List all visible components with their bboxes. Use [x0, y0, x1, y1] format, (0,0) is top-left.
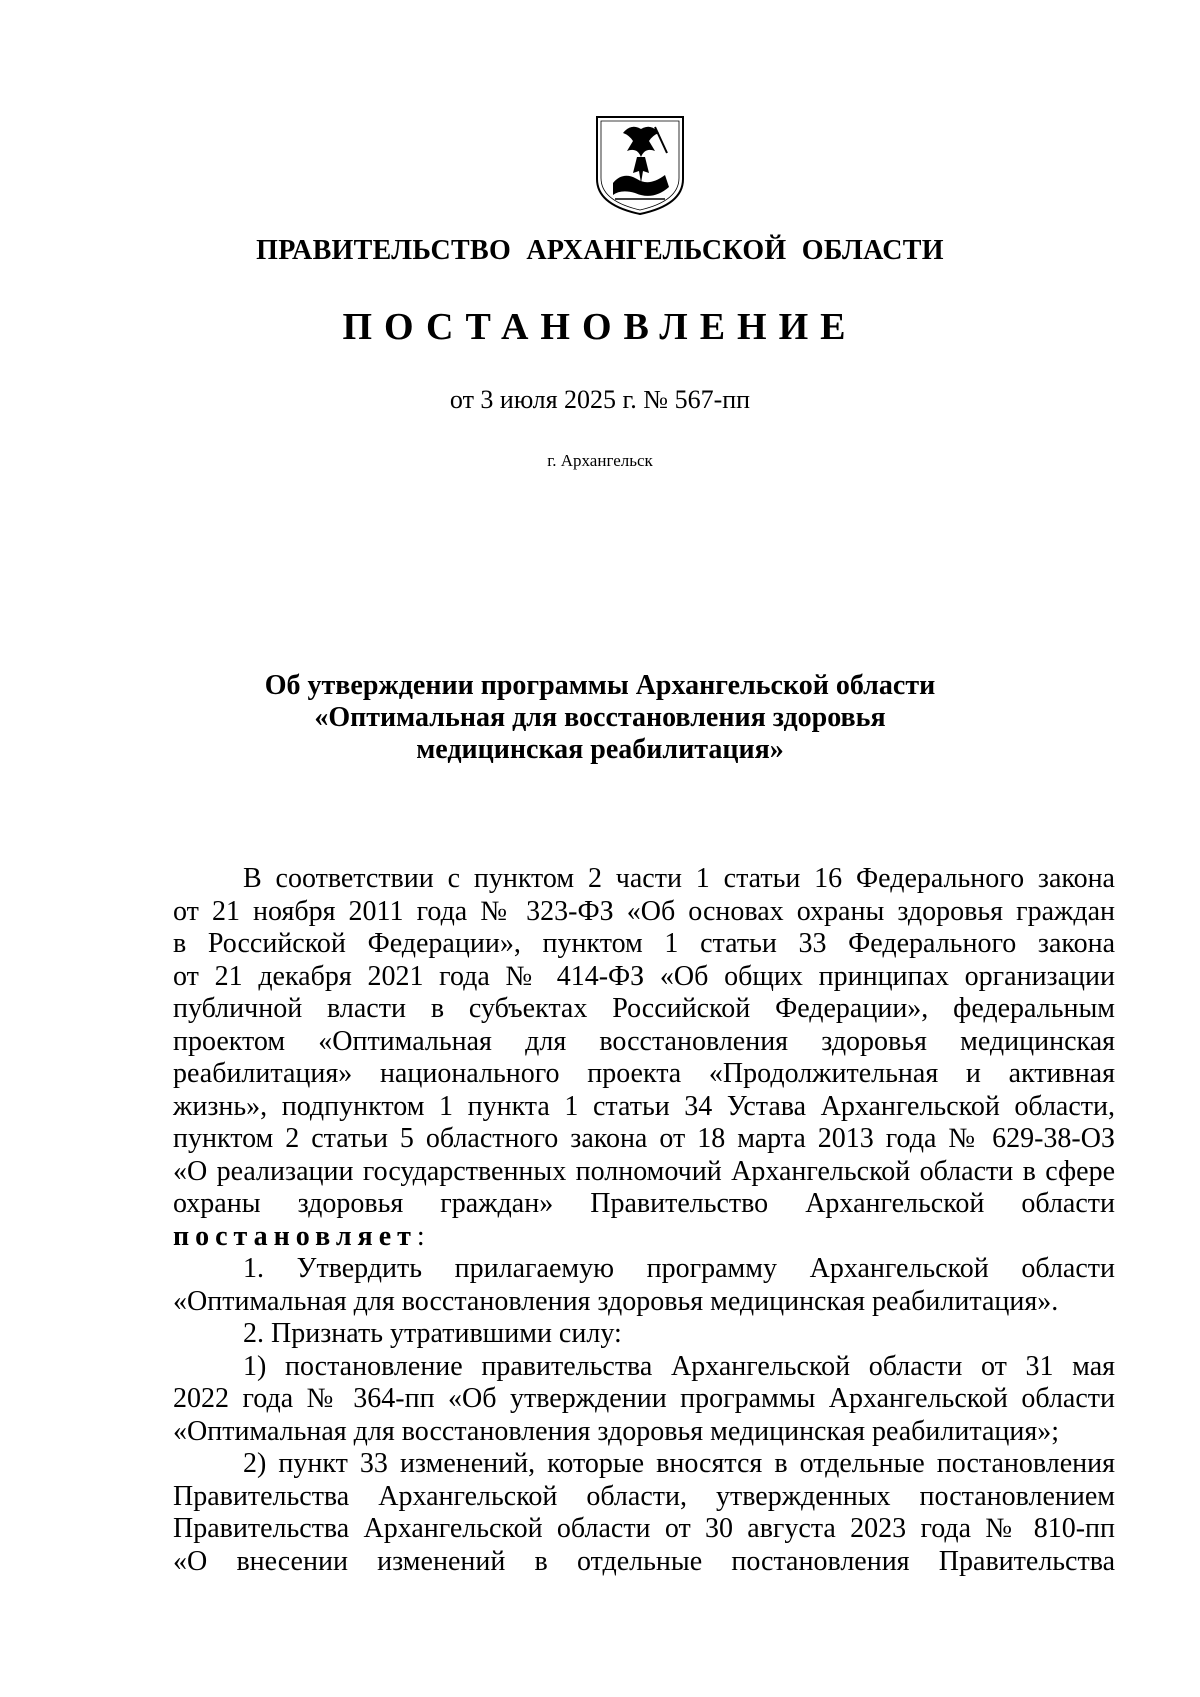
resolves-colon: : [416, 1220, 425, 1252]
body-line: реабилитация» национального проекта «Продолжительная и активная [173, 1058, 1115, 1089]
government-title: ПРАВИТЕЛЬСТВО АРХАНГЕЛЬСКОЙ ОБЛАСТИ [256, 235, 944, 266]
body-line: 2. Признать утратившими силу: [243, 1318, 622, 1349]
body-line: 1) постановление правительства Архангельской области от 31 мая [243, 1350, 1115, 1382]
coat-of-arms-icon [593, 113, 687, 217]
document-body [173, 863, 1115, 1578]
document-date-number: от 3 июля 2025 г. № 567-пп [449, 385, 751, 414]
body-line: 1. Утвердить прилагаемую программу Архангельской области [243, 1253, 1115, 1284]
body-line: пунктом 2 статьи 5 областного закона от 18 марта 2013 года № 629-38-ОЗ [173, 1123, 1115, 1154]
subject-line: Об утверждении программы Архангельской области [264, 670, 936, 701]
body-line: «О внесении изменений в отдельные постановления Правительства [173, 1545, 1115, 1577]
body-line: проектом «Оптимальная для восстановления здоровья медицинская [173, 1025, 1115, 1057]
body-line: «Оптимальная для восстановления здоровья медицинская реабилитация»; [173, 1415, 1059, 1447]
body-line: от 21 ноября 2011 года № 323-ФЗ «Об основах охраны здоровья граждан [173, 895, 1115, 927]
coat-of-arms-emblem [593, 113, 687, 217]
subject-line: медицинская реабилитация» [416, 734, 784, 765]
resolves-word: постановляет [173, 1220, 417, 1252]
body-line: Правительства Архангельской области, утвержденных постановлением [173, 1480, 1115, 1512]
document-subject [0, 670, 1200, 766]
body-line: жизнь», подпунктом 1 пункта 1 статьи 34 Устава Архангельской области, [173, 1090, 1115, 1122]
body-line: В соответствии с пунктом 2 части 1 статьи 16 Федерального закона [243, 863, 1115, 894]
document-type: ПОСТАНОВЛЕНИЕ [342, 306, 858, 348]
body-line: «Оптимальная для восстановления здоровья медицинская реабилитация». [173, 1285, 1059, 1317]
body-line-resolution [173, 1221, 1115, 1254]
body-line: Правительства Архангельской области от 30 августа 2023 года № 810-пп [173, 1513, 1115, 1544]
body-line: 2) пункт 33 изменений, которые вносятся в отдельные постановления [243, 1448, 1115, 1479]
body-line: 2022 года № 364-пп «Об утверждении программы Архангельской области [173, 1383, 1115, 1414]
subject-line: «Оптимальная для восстановления здоровья [314, 702, 886, 733]
body-line: от 21 декабря 2021 года № 414-ФЗ «Об общих принципах организации [173, 960, 1115, 992]
body-line: охраны здоровья граждан» Правительство Архангельской области [173, 1188, 1115, 1219]
body-line: «О реализации государственных полномочий Архангельской области в сфере [173, 1155, 1115, 1187]
body-line: публичной власти в субъектах Российской Федерации», федеральным [173, 993, 1115, 1024]
document-city: г. Архангельск [547, 451, 653, 470]
body-line: в Российской Федерации», пунктом 1 статьи 33 Федерального закона [173, 928, 1115, 959]
